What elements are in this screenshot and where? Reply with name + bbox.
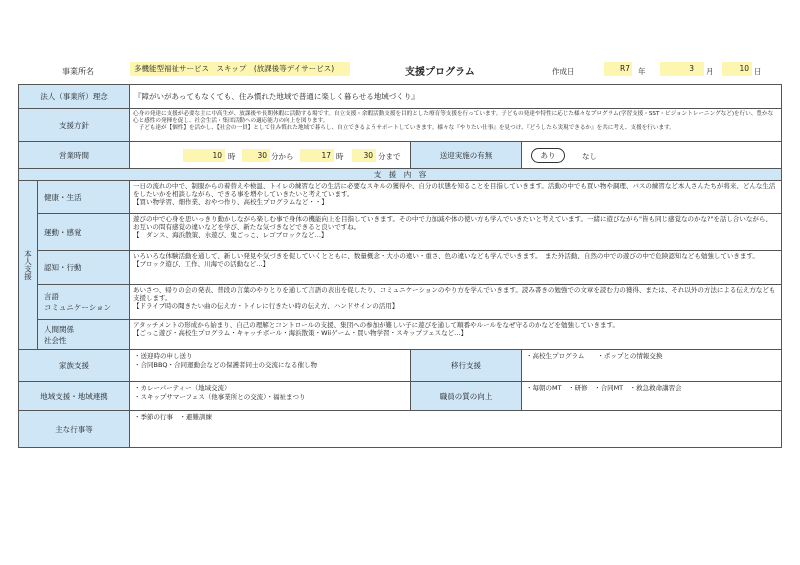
family-text: ・送迎時の申し送り ・合同BBQ・合同運動会などの保護者同士の交流になる催し物 (129, 349, 411, 382)
created-label: 作成日 (552, 67, 575, 76)
row-social-text: アタッチメントの形成から始まり、自己の理解とコントロールの支援、集団への参加が難しい子に遊びを通して順番やルールをなぜ守るのかなどを勉強していきます。 【ごっこ遊び・高校生プログラム・キャッチボール・海浜散策・Wiiゲーム・買い物学習・スキップフェスなど…】 (129, 319, 782, 350)
day-value: 10 (722, 62, 752, 76)
community-label: 地域支援・地域連携 (18, 381, 130, 411)
events-label: 主な行事等 (18, 410, 130, 448)
staff-label: 職員の質の向上 (410, 381, 522, 411)
month-value: 3 (660, 62, 704, 76)
transport-no-option[interactable]: なし (582, 152, 597, 161)
transition-text: ・高校生プログラム ・ポップとの情報交換 (521, 349, 782, 382)
row-cognition-label: 認知・行動 (37, 250, 130, 285)
support-header: 支 援 内 容 (18, 168, 782, 181)
office-name: 多機能型福祉サービス スキップ (放課後等デイサービス) (130, 62, 350, 76)
row-language-label: 言語 コミュニケーション (37, 284, 130, 320)
hours-end-h: 17 (300, 149, 334, 162)
main-support-label (18, 180, 38, 350)
staff-text: ・毎朝のMT ・研修 ・合同MT ・救急救命講習会 (521, 381, 782, 411)
policy-label: 支援方針 (18, 108, 130, 142)
philosophy-label: 法人（事業所）理念 (18, 84, 130, 109)
hours-label: 営業時間 (18, 141, 130, 169)
hours-h-unit-1: 時 (228, 152, 236, 161)
transition-label: 移行支援 (410, 349, 522, 382)
row-health-text: 一日の流れの中で、制服からの着替えや検温、トイレの練習などの生活に必要なスキルの獲得や、自分の状態を知ることを目指していきます。活動の中でも買い物や調理、バスの練習など本人さんたちが将来、どんな生活をしたいかを相談しながら、できる事を増やしていきたいと考えています。 【買い物学習、畑作業、おやつ作り、高校生プログラムなど・・】 (129, 180, 782, 214)
office-label: 事業所名 (62, 67, 94, 76)
page-title: 支援プログラム (405, 67, 475, 78)
events-text: ・季節の行事 ・避難訓練 (129, 410, 782, 448)
year-value: R7 (604, 62, 632, 76)
month-unit: 月 (706, 67, 714, 76)
hours-cell (129, 141, 411, 169)
year-unit: 年 (638, 67, 646, 76)
transport-label: 送迎実施の有無 (410, 141, 522, 169)
hours-start-h: 10 (183, 149, 225, 162)
row-health-label: 健康・生活 (37, 180, 130, 214)
transport-yes-option[interactable]: あり (531, 148, 565, 163)
philosophy-cell (129, 84, 782, 109)
family-label: 家族支援 (18, 349, 130, 382)
row-motor-label: 運動・感覚 (37, 213, 130, 251)
main-support-label-text: 本人支援 (23, 250, 33, 280)
row-social-label: 人間関係 社会性 (37, 319, 130, 350)
row-cognition-text: いろいろな体験活動を通して、新しい発見や気づきを促していくとともに、数量概念・大小の違い・重さ、色の違いなども学んでいきます。 また外活動、自然の中での遊びの中で危険認知なども勉強していきます。 【ブロック遊び、工作、川海での活動など…】 (129, 250, 782, 285)
hours-end-m: 30 (352, 149, 376, 162)
day-unit: 日 (754, 67, 762, 76)
row-language-text: あいさつ、帰りの会の発表、普段の言葉のやりとりを通して言語の表出を促したり、コミュニケーションのやり方を学んでいきます。読み書きの勉強での文章を読む力の獲得、または、それ以外の方法による伝え方なども支援します。 【ドライブ時の聞きたい曲の伝え方・トイレに行きたい時の伝え方、ハンドサインの活用】 (129, 284, 782, 320)
hours-m-unit-1: 分から (271, 152, 294, 161)
hours-start-m: 30 (242, 149, 270, 162)
policy-text: 心身の発達に支援が必要な主に中高生が、放課後や長期休暇に活動する場です。自立支援・余暇活動支援を目的とした療育等支援を行っています。子どもの発達や特性に応じた様々なプログラム(学習支援・SST・ビジョントレーニングなど)を行い、豊かな心と感性の発揮を促し、社会生活・集団活動への適応能力の向上を図ります。 子ども達が【個性】を活かし、【社会の一員】として住み慣れた地域で暮らし、自立できるようサポートしていきます。様々な『やりたい仕事』を見つけ、『どうしたら実現できるか』を共に考え、支援を行います。 (129, 108, 782, 142)
transport-cell (521, 141, 782, 169)
hours-m-unit-2: 分まで (378, 152, 401, 161)
hours-h-unit-2: 時 (336, 152, 344, 161)
philosophy-text: 『障がいがあってもなくても、住み慣れた地域で普通に楽しく暮らせる地域づくり』 (134, 92, 419, 101)
row-motor-text: 遊びの中で心身を思いっきり動かしながら楽しむ事で身体の機能向上を目指していきます。その中で力加減や体の使い方も学んでいきたいと考えています。一緒に遊びながら"皆も同じ感覚なのかな?"を話し合いながら、お互いの問有感覚の違いなどを学び、新たな気づきなどできると良いですね。 【 ダンス、海浜散策、水遊び、鬼ごっこ、レゴブロックなど…】 (129, 213, 782, 251)
community-text: ・カレーパーティー（地域交流） ・スキップサマーフェス（他事業所との交流）・福祉まつり (129, 381, 411, 411)
